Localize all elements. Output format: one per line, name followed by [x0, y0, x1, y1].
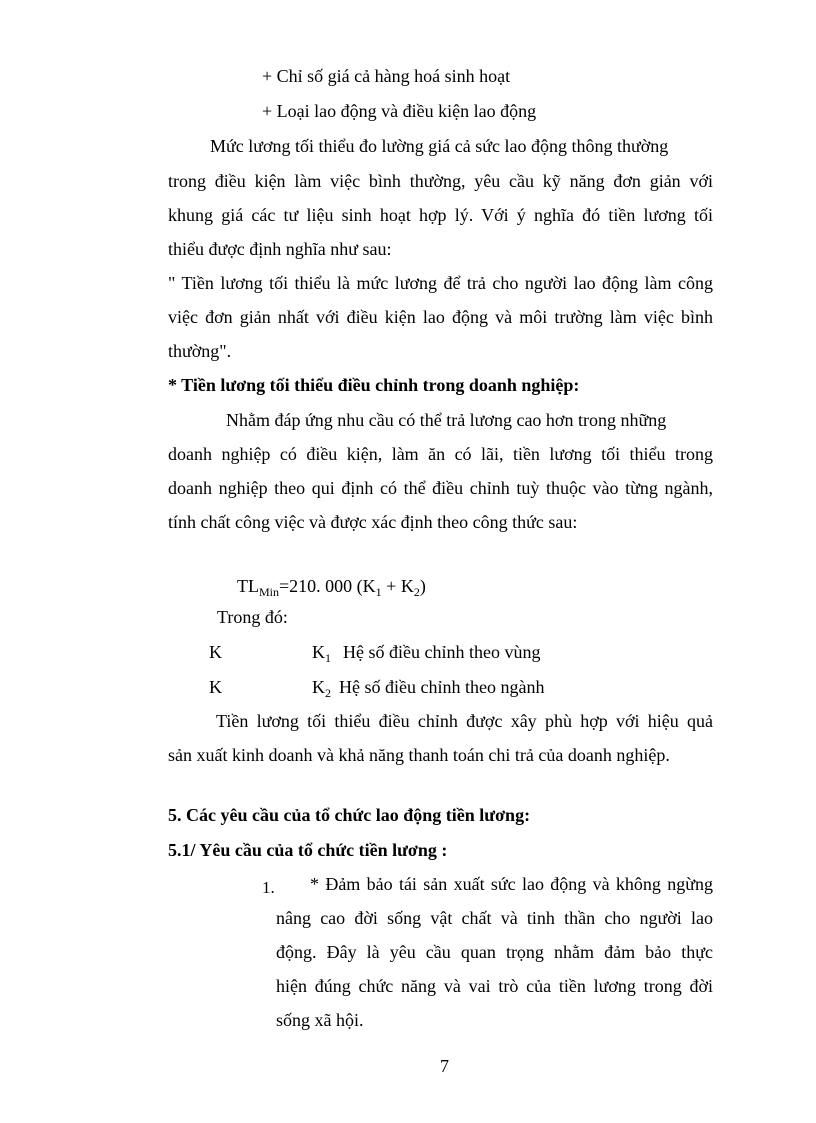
definition-k1 [312, 640, 540, 664]
formula-lhs-sub: Min [259, 585, 280, 599]
definition-desc: Hệ số điều chỉnh theo vùng [343, 642, 541, 662]
formula-lhs: TL [237, 576, 259, 596]
formula-rhs: =210. 000 (K [279, 576, 376, 596]
subsection-heading: 5.1/ Yêu cầu của tổ chức tiền lương : [168, 840, 448, 860]
para3-line: sản xuất kinh doanh và khả năng thanh toán chi trả của doanh nghiệp. [168, 745, 670, 765]
formula-close: ) [419, 576, 426, 596]
para2-line: doanh nghiệp có điều kiện, làm ăn có lãi, tiền lương tối thiểu trong [168, 444, 713, 464]
heading-adjusted-wage: * Tiền lương tối thiểu điều chỉnh trong doanh nghiệp: [168, 375, 580, 395]
list-line: * Đảm bảo tái sản xuất sức lao động và không ngừng [310, 874, 713, 894]
para2-line: doanh nghiệp theo qui định có thể điều chỉnh tuỳ thuộc vào từng ngành, [168, 478, 713, 498]
bullet-price-index: + Chỉ số giá cả hàng hoá sinh hoạt [262, 66, 511, 86]
para2-line: Nhằm đáp ứng nhu cầu có thể trả lương cao hơn trong những [226, 410, 667, 430]
definition-k2 [312, 675, 544, 699]
formula-plus: + K [381, 576, 414, 596]
bullet-labor-type: + Loại lao động và điều kiện lao động [262, 101, 537, 121]
section-heading: 5. Các yêu cầu của tổ chức lao động tiền lương: [168, 805, 531, 825]
para3-line: Tiền lương tối thiểu điều chỉnh được xây phù hợp với hiệu quả [216, 711, 713, 731]
list-number: 1. [262, 878, 275, 897]
where-label: Trong đó: [217, 607, 288, 627]
definition-var: K [312, 642, 325, 662]
definition-symbol: K [209, 642, 222, 662]
para1-line: thiểu được định nghĩa như sau: [168, 239, 392, 259]
formula-k1-sub: 1 [375, 585, 382, 599]
page-number: 7 [440, 1056, 449, 1076]
list-line: động. Đây là yêu cầu quan trọng nhằm đảm bảo thực [276, 942, 713, 962]
definition-desc: Hệ số điều chỉnh theo ngành [339, 677, 545, 697]
list-line: nâng cao đời sống vật chất và tinh thần cho người lao [276, 908, 713, 928]
list-line: hiện đúng chức năng và vai trò của tiền lương trong đời [276, 976, 713, 996]
quote-line: " Tiền lương tối thiểu là mức lương để trả cho người lao động làm công [168, 273, 713, 293]
definition-sub: 2 [325, 686, 331, 700]
definition-symbol: K [209, 677, 222, 697]
quote-line: thường". [168, 341, 232, 361]
definition-sub: 1 [325, 651, 331, 665]
para1-line: khung giá các tư liệu sinh hoạt hợp lý. Với ý nghĩa đó tiền lương tối [168, 205, 713, 225]
formula [237, 574, 426, 598]
definition-var: K [312, 677, 325, 697]
para1-line: Mức lương tối thiểu đo lường giá cả sức lao động thông thường [210, 136, 669, 156]
formula-k2-sub: 2 [413, 585, 420, 599]
para1-line: trong điều kiện làm việc bình thường, yêu cầu kỹ năng đơn giản với [168, 171, 713, 191]
quote-line: việc đơn giản nhất với điều kiện lao động và môi trường làm việc bình [168, 307, 713, 327]
para2-line: tính chất công việc và được xác định theo công thức sau: [168, 512, 578, 532]
list-line: sống xã hội. [276, 1010, 364, 1030]
